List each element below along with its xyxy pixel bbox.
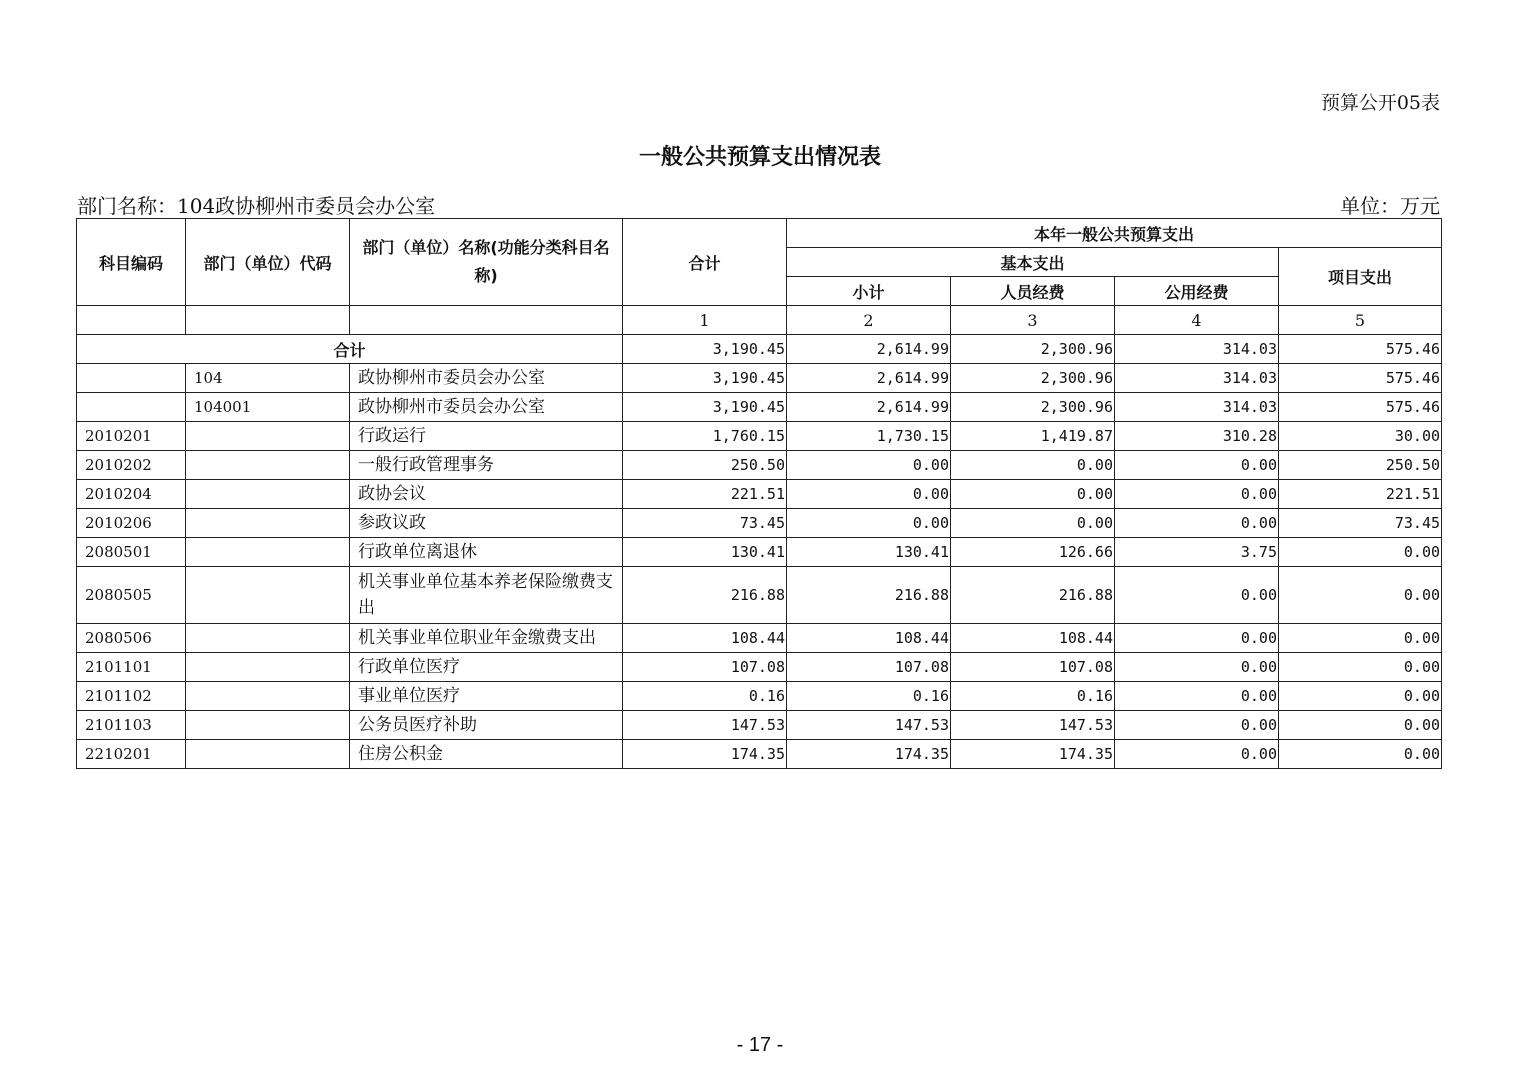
dept-name-cell: 事业单位医疗: [350, 682, 623, 711]
total-cell: 108.44: [623, 624, 787, 653]
page-title: 一般公共预算支出情况表: [638, 145, 881, 170]
project-cell: 575.46: [1279, 364, 1442, 393]
project-cell: 221.51: [1279, 480, 1442, 509]
table-row: [77, 364, 1442, 393]
personnel-cell: 108.44: [951, 624, 1115, 653]
page-number: - 17 -: [736, 1034, 784, 1056]
header-current-year: 本年一般公共预算支出: [787, 219, 1442, 248]
subject-code-cell: 2010202: [77, 451, 186, 480]
dept-code-cell: [186, 624, 350, 653]
table-row: [77, 480, 1442, 509]
subject-code-cell: 2101101: [77, 653, 186, 682]
public-cell: 3.75: [1115, 538, 1279, 567]
table-row: [77, 624, 1442, 653]
table-row: [77, 509, 1442, 538]
total-cell: 174.35: [623, 740, 787, 769]
table-row: [77, 653, 1442, 682]
header-personnel: 人员经费: [951, 277, 1115, 306]
dept-name-cell: 行政单位离退休: [350, 538, 623, 567]
header-basic: 基本支出: [787, 248, 1279, 277]
subtotal-cell: 130.41: [787, 538, 951, 567]
unit-label: 单位：万元: [1340, 194, 1440, 218]
department-name-label: 部门名称：104政协柳州市委员会办公室: [77, 194, 436, 218]
subject-code-cell: 2210201: [77, 740, 186, 769]
header-subtotal: 小计: [787, 277, 951, 306]
subtotal-cell: 108.44: [787, 624, 951, 653]
header-blank-1: [77, 306, 186, 335]
dept-name-cell: 机关事业单位基本养老保险缴费支出: [350, 567, 623, 624]
personnel-cell: 147.53: [951, 711, 1115, 740]
dept-code-cell: [186, 480, 350, 509]
total-row-personnel: 2,300.96: [951, 335, 1115, 364]
personnel-cell: 107.08: [951, 653, 1115, 682]
project-cell: 0.00: [1279, 653, 1442, 682]
header-subject-code: 科目编码: [77, 219, 186, 306]
total-cell: 250.50: [623, 451, 787, 480]
dept-name-cell: 机关事业单位职业年金缴费支出: [350, 624, 623, 653]
total-cell: 130.41: [623, 538, 787, 567]
header-blank-2: [186, 306, 350, 335]
subject-code-cell: 2080501: [77, 538, 186, 567]
project-cell: 30.00: [1279, 422, 1442, 451]
project-cell: 0.00: [1279, 624, 1442, 653]
table-row: [77, 538, 1442, 567]
subject-code-cell: 2010206: [77, 509, 186, 538]
subject-code-cell: 2010204: [77, 480, 186, 509]
subject-code-cell: 2010201: [77, 422, 186, 451]
public-cell: 0.00: [1115, 682, 1279, 711]
public-cell: 310.28: [1115, 422, 1279, 451]
public-cell: 0.00: [1115, 509, 1279, 538]
subject-code-cell: 2080506: [77, 624, 186, 653]
header-project: 项目支出: [1279, 248, 1442, 306]
dept-code-cell: [186, 422, 350, 451]
dept-name-cell: 参政议政: [350, 509, 623, 538]
public-cell: 0.00: [1115, 451, 1279, 480]
dept-name-cell: 行政运行: [350, 422, 623, 451]
subtotal-cell: 0.00: [787, 509, 951, 538]
column-number-3: 3: [951, 306, 1115, 335]
dept-code-cell: [186, 740, 350, 769]
table-number-label: 预算公开05表: [1320, 92, 1440, 114]
dept-name-cell: 公务员医疗补助: [350, 711, 623, 740]
dept-code-cell: [186, 682, 350, 711]
public-cell: 0.00: [1115, 711, 1279, 740]
subtotal-cell: 0.00: [787, 480, 951, 509]
subtotal-cell: 1,730.15: [787, 422, 951, 451]
public-cell: 314.03: [1115, 364, 1279, 393]
table-row: [77, 422, 1442, 451]
header-blank-3: [350, 306, 623, 335]
table-row: [77, 567, 1442, 624]
total-row-public: 314.03: [1115, 335, 1279, 364]
public-cell: 0.00: [1115, 567, 1279, 624]
dept-code-cell: [186, 567, 350, 624]
personnel-cell: 0.00: [951, 509, 1115, 538]
total-row: [77, 335, 1442, 364]
header-public: 公用经费: [1115, 277, 1279, 306]
table-row: [77, 393, 1442, 422]
subject-code-cell: 2080505: [77, 567, 186, 624]
total-cell: 3,190.45: [623, 393, 787, 422]
personnel-cell: 2,300.96: [951, 393, 1115, 422]
project-cell: 0.00: [1279, 740, 1442, 769]
total-row-subtotal: 2,614.99: [787, 335, 951, 364]
column-number-1: 1: [623, 306, 787, 335]
total-row-label: 合计: [77, 335, 623, 364]
total-cell: 107.08: [623, 653, 787, 682]
total-cell: 0.16: [623, 682, 787, 711]
subtotal-cell: 107.08: [787, 653, 951, 682]
subtotal-cell: 0.00: [787, 451, 951, 480]
header-total: 合计: [623, 219, 787, 306]
dept-name-cell: 住房公积金: [350, 740, 623, 769]
total-cell: 1,760.15: [623, 422, 787, 451]
personnel-cell: 126.66: [951, 538, 1115, 567]
dept-code-cell: [186, 538, 350, 567]
header-dept-name: 部门（单位）名称(功能分类科目名称): [350, 219, 623, 306]
dept-name-cell: 行政单位医疗: [350, 653, 623, 682]
total-row-total: 3,190.45: [623, 335, 787, 364]
column-number-4: 4: [1115, 306, 1279, 335]
dept-code-cell: [186, 451, 350, 480]
table-row: [77, 682, 1442, 711]
public-cell: 0.00: [1115, 740, 1279, 769]
project-cell: 575.46: [1279, 393, 1442, 422]
header-dept-code: 部门（单位）代码: [186, 219, 350, 306]
public-cell: 314.03: [1115, 393, 1279, 422]
subtotal-cell: 147.53: [787, 711, 951, 740]
total-cell: 147.53: [623, 711, 787, 740]
personnel-cell: 174.35: [951, 740, 1115, 769]
total-cell: 3,190.45: [623, 364, 787, 393]
table-row: [77, 711, 1442, 740]
subject-code-cell: 2101102: [77, 682, 186, 711]
personnel-cell: 0.00: [951, 451, 1115, 480]
project-cell: 73.45: [1279, 509, 1442, 538]
subtotal-cell: 2,614.99: [787, 364, 951, 393]
dept-name-cell: 政协会议: [350, 480, 623, 509]
personnel-cell: 2,300.96: [951, 364, 1115, 393]
dept-name-cell: 一般行政管理事务: [350, 451, 623, 480]
personnel-cell: 1,419.87: [951, 422, 1115, 451]
personnel-cell: 216.88: [951, 567, 1115, 624]
table-row: [77, 451, 1442, 480]
table-row: [77, 740, 1442, 769]
project-cell: 0.00: [1279, 682, 1442, 711]
total-cell: 73.45: [623, 509, 787, 538]
dept-code-cell: 104001: [186, 393, 350, 422]
public-cell: 0.00: [1115, 624, 1279, 653]
dept-name-cell: 政协柳州市委员会办公室: [350, 364, 623, 393]
subtotal-cell: 174.35: [787, 740, 951, 769]
total-row-project: 575.46: [1279, 335, 1442, 364]
total-cell: 216.88: [623, 567, 787, 624]
dept-code-cell: [186, 711, 350, 740]
dept-name-cell: 政协柳州市委员会办公室: [350, 393, 623, 422]
subtotal-cell: 216.88: [787, 567, 951, 624]
subject-code-cell: 2101103: [77, 711, 186, 740]
dept-code-cell: 104: [186, 364, 350, 393]
dept-code-cell: [186, 509, 350, 538]
subtotal-cell: 2,614.99: [787, 393, 951, 422]
budget-table: [76, 218, 1442, 769]
personnel-cell: 0.16: [951, 682, 1115, 711]
subject-code-cell: [77, 364, 186, 393]
column-number-5: 5: [1279, 306, 1442, 335]
public-cell: 0.00: [1115, 480, 1279, 509]
public-cell: 0.00: [1115, 653, 1279, 682]
subject-code-cell: [77, 393, 186, 422]
project-cell: 250.50: [1279, 451, 1442, 480]
project-cell: 0.00: [1279, 711, 1442, 740]
total-cell: 221.51: [623, 480, 787, 509]
project-cell: 0.00: [1279, 538, 1442, 567]
dept-code-cell: [186, 653, 350, 682]
personnel-cell: 0.00: [951, 480, 1115, 509]
column-number-2: 2: [787, 306, 951, 335]
subtotal-cell: 0.16: [787, 682, 951, 711]
project-cell: 0.00: [1279, 567, 1442, 624]
